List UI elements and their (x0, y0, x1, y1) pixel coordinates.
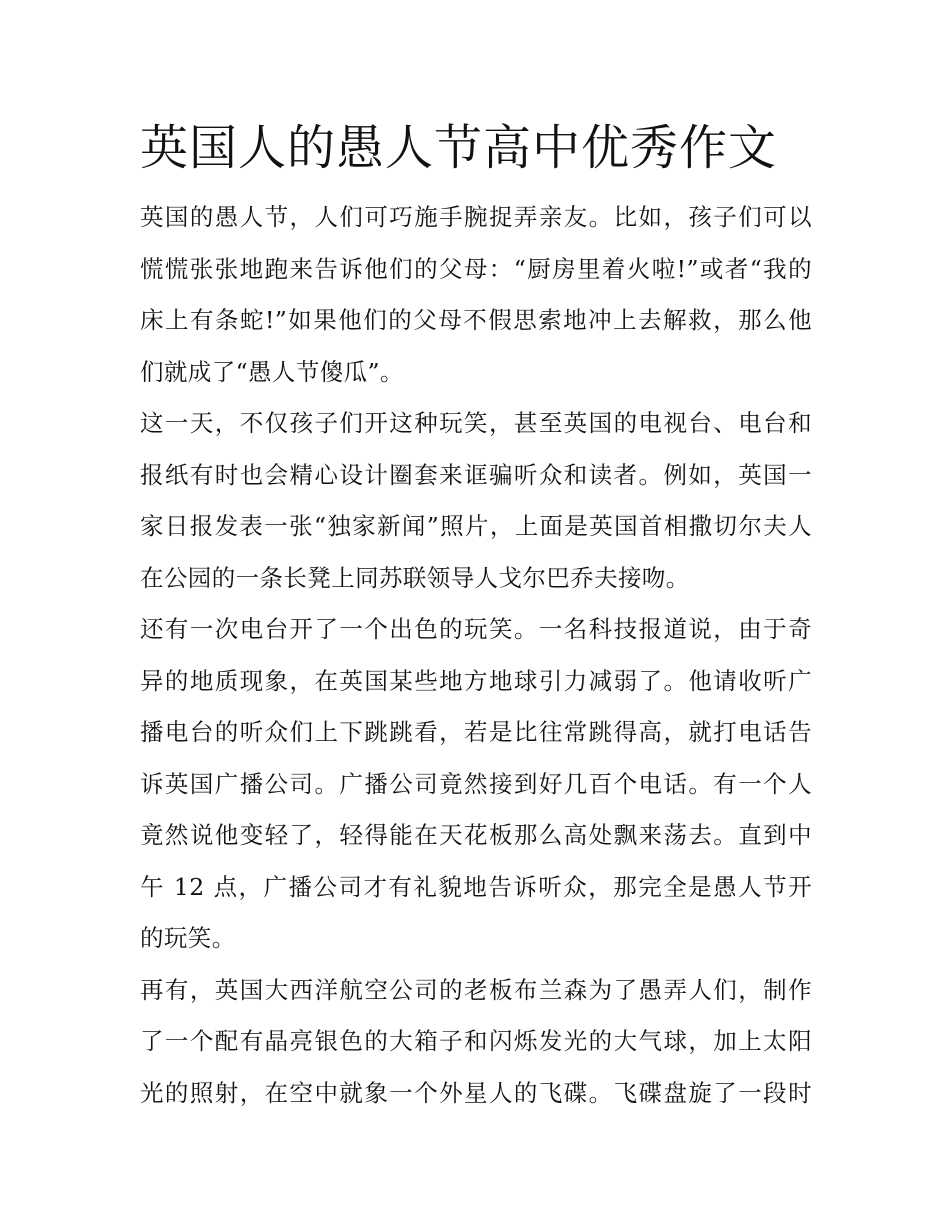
text-line: 还有一次电台开了一个出色的玩笑。一名科技报道说，由于奇 (140, 615, 812, 643)
text-line: 异的地质现象，在英国某些地方地球引力减弱了。他请收听广 (140, 666, 812, 695)
text-line: 的玩笑。 (140, 924, 236, 952)
text-line: 床上有条蛇!”如果他们的父母不假思索地冲上去解救，那么他 (140, 306, 812, 334)
text-line: 慌慌张张地跑来告诉他们的父母：“厨房里着火啦!”或者“我的 (140, 254, 812, 283)
text-line: 竟然说他变轻了，轻得能在天花板那么高处飘来荡去。直到中 (140, 821, 812, 849)
document-title: 英国人的愚人节高中优秀作文 (140, 120, 778, 176)
document-page (140, 112, 812, 1119)
text-line: 在公园的一条长凳上同苏联领导人戈尔巴乔夫接吻。 (140, 563, 690, 592)
text-line: 了一个配有晶亮银色的大箱子和闪烁发光的大气球，加上太阳 (140, 1027, 812, 1055)
text-line: 们就成了“愚人节傻瓜”。 (140, 357, 404, 386)
paragraph-4 (140, 965, 812, 1120)
paragraph-2 (140, 398, 812, 604)
text-line: 播电台的听众们上下跳跳看，若是比往常跳得高，就打电话告 (140, 718, 812, 746)
text-line: 这一天，不仅孩子们开这种玩笑，甚至英国的电视台、电台和 (140, 409, 812, 437)
text-line: 光的照射，在空中就象一个外星人的飞碟。飞碟盘旋了一段时 (140, 1078, 812, 1107)
paragraph-3 (140, 604, 812, 965)
text-line: 家日报发表一张“独家新闻”照片，上面是英国首相撒切尔夫人 (140, 512, 812, 540)
text-line: 午 12 点，广播公司才有礼貌地告诉听众，那完全是愚人节开 (140, 872, 812, 901)
paragraph-1 (140, 192, 812, 398)
text-line: 报纸有时也会精心设计圈套来诓骗听众和读者。例如，英国一 (140, 460, 812, 489)
text-line: 英国的愚人节，人们可巧施手腕捉弄亲友。比如，孩子们可以 (140, 203, 812, 231)
text-line: 诉英国广播公司。广播公司竟然接到好几百个电话。有一个人 (140, 769, 812, 798)
text-line: 再有，英国大西洋航空公司的老板布兰森为了愚弄人们，制作 (140, 975, 812, 1004)
